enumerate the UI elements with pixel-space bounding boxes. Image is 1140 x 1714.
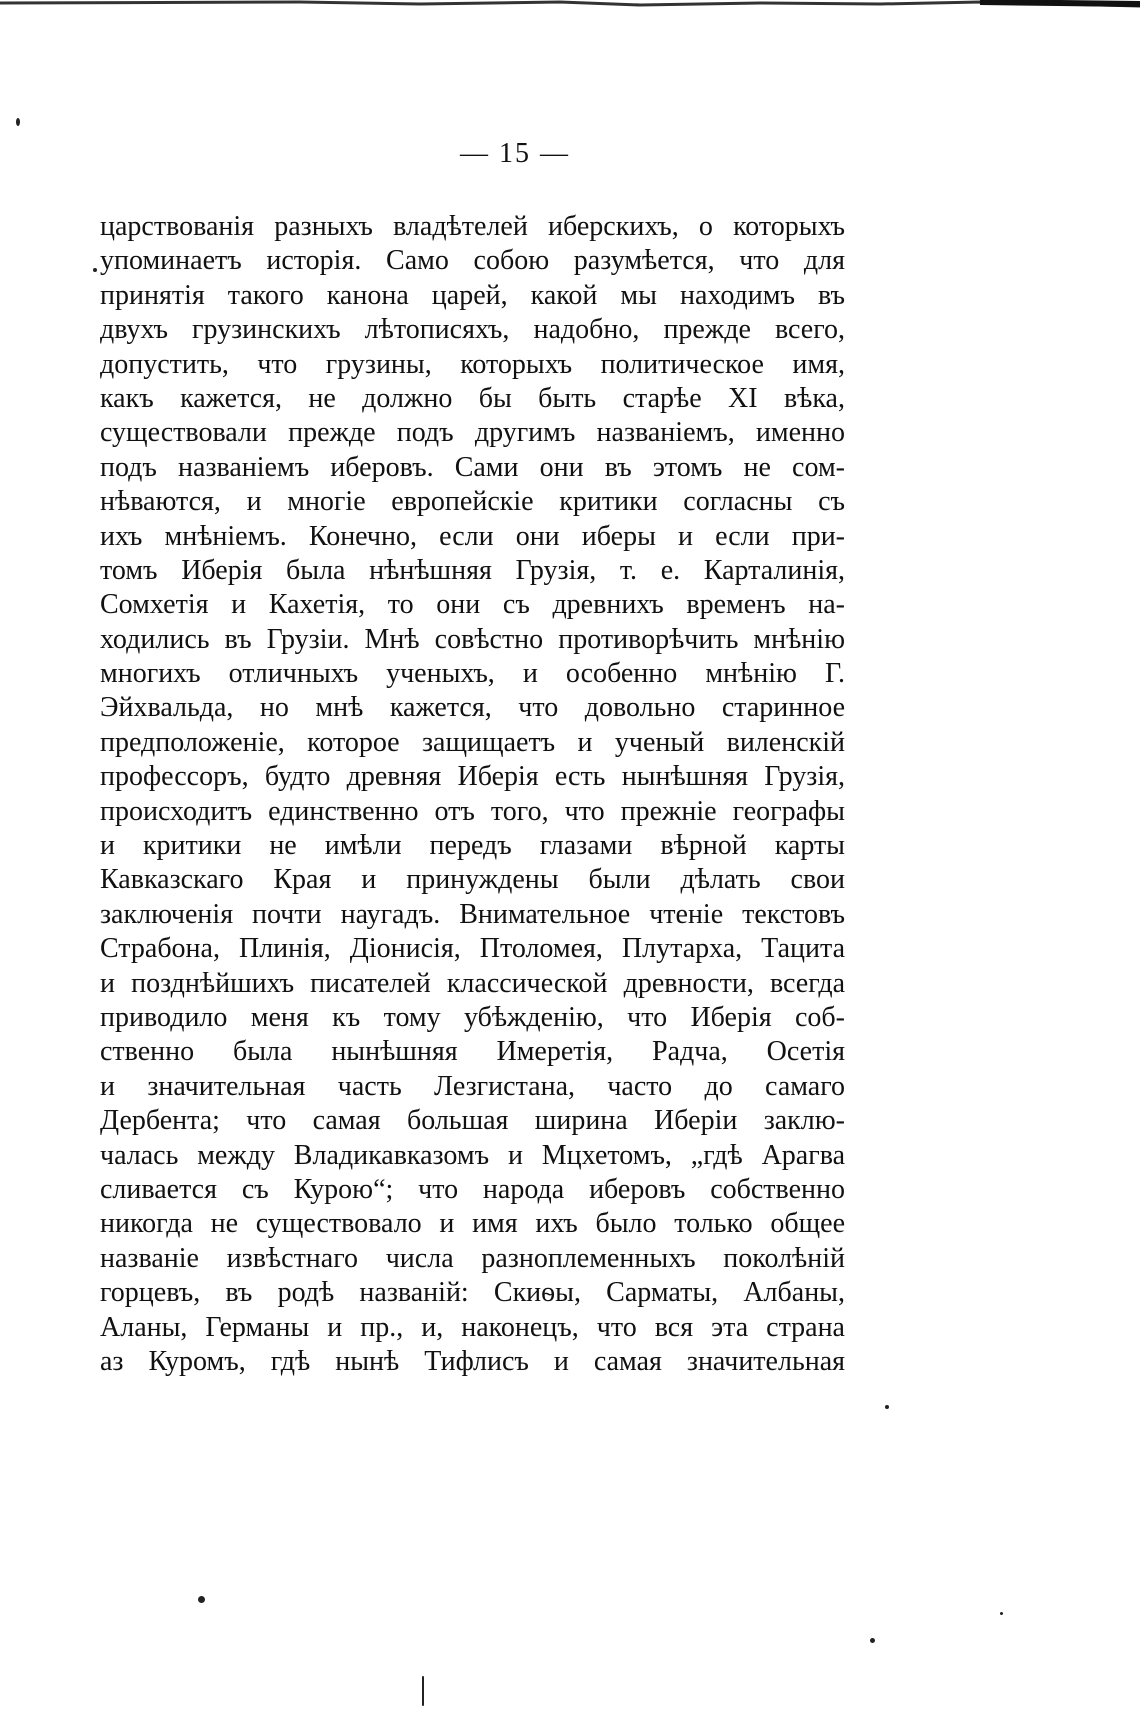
text-line: аз Куромъ, гдѣ нынѣ Тифлисъ и самая значительная xyxy=(100,1345,845,1377)
text-line: томъ Иберія была нѣнѣшняя Грузія, т. е. Карталинія, xyxy=(100,554,845,586)
text-line: названіе извѣстнаго числа разноплеменныхъ поколѣній xyxy=(100,1242,845,1274)
text-line: сливается съ Курою“; что народа иберовъ собственно xyxy=(100,1173,845,1205)
text-line: и значительная часть Лезгистана, часто до самаго xyxy=(100,1070,845,1102)
scan-speck xyxy=(422,1676,424,1706)
text-line: никогда не существовало и имя ихъ было только общее xyxy=(100,1208,845,1240)
text-line: происходитъ единственно отъ того, что прежніе географы xyxy=(100,795,845,827)
scan-speck xyxy=(1000,1612,1003,1615)
body-text xyxy=(100,210,845,1379)
text-line: Кавказскаго Края и принуждены были дѣлать свои xyxy=(100,864,845,896)
text-line: ихъ мнѣніемъ. Конечно, если они иберы и если при- xyxy=(100,520,845,552)
text-line: двухъ грузинскихъ лѣтописяхъ, надобно, прежде всего, xyxy=(100,314,845,346)
text-line: приводило меня къ тому убѣжденію, что Иберія соб- xyxy=(100,1001,845,1033)
text-line: и позднѣйшихъ писателей классической древности, всегда xyxy=(100,967,845,999)
text-line: подъ названіемъ иберовъ. Сами они въ этомъ не сом- xyxy=(100,451,845,483)
text-line: заключенія почти наугадъ. Внимательное чтеніе текстовъ xyxy=(100,898,845,930)
text-line: упоминаетъ исторія. Само собою разумѣется, что для xyxy=(100,245,845,277)
scan-speck xyxy=(16,118,20,126)
page-number: — 15 — xyxy=(460,138,570,169)
text-line: существовали прежде подъ другимъ названіемъ, именно xyxy=(100,417,845,449)
scan-speck xyxy=(885,1405,889,1409)
text-line: нѣваются, и многіе европейскіе критики согласны съ xyxy=(100,486,845,518)
text-line: горцевъ, въ родѣ названій: Скиѳы, Сарматы, Албаны, xyxy=(100,1277,845,1309)
text-line: царствованія разныхъ владѣтелей иберскихъ, о которыхъ xyxy=(100,211,845,242)
text-line: Страбона, Плинія, Діонисія, Птоломея, Плутарха, Тацита xyxy=(100,933,845,965)
text-line: Дербента; что самая большая ширина Иберіи заклю- xyxy=(100,1105,845,1137)
text-line: многихъ отличныхъ ученыхъ, и особенно мнѣнію Г. xyxy=(100,658,845,690)
text-line: какъ кажется, не должно бы быть старѣе XI вѣка, xyxy=(100,382,845,414)
text-line: Эйхвальда, но мнѣ кажется, что довольно старинное xyxy=(100,692,845,724)
text-line: Сомхетія и Кахетія, то они съ древнихъ временъ на- xyxy=(100,589,845,621)
scan-speck xyxy=(870,1638,875,1643)
text-line: профессоръ, будто древняя Иберія есть нынѣшняя Грузія, xyxy=(100,761,845,793)
text-line: и критики не имѣли передъ глазами вѣрной карты xyxy=(100,830,845,862)
text-line: ственно была нынѣшняя Имеретія, Радча, Осетія xyxy=(100,1036,845,1068)
scan-speck xyxy=(93,268,97,272)
text-line: предположеніе, которое защищаетъ и ученый виленскій xyxy=(100,726,845,758)
scan-top-edge xyxy=(0,0,1140,14)
scan-speck xyxy=(198,1596,205,1603)
text-line: принятія такого канона царей, какой мы находимъ въ xyxy=(100,279,845,311)
text-line: чалась между Владикавказомъ и Мцхетомъ, „гдѣ Арагва xyxy=(100,1139,845,1171)
text-line: ходились въ Грузіи. Мнѣ совѣстно противорѣчить мнѣнію xyxy=(100,623,845,655)
text-line: Аланы, Германы и пр., и, наконецъ, что вся эта страна xyxy=(100,1311,845,1343)
text-line: допустить, что грузины, которыхъ политическое имя, xyxy=(100,348,845,380)
